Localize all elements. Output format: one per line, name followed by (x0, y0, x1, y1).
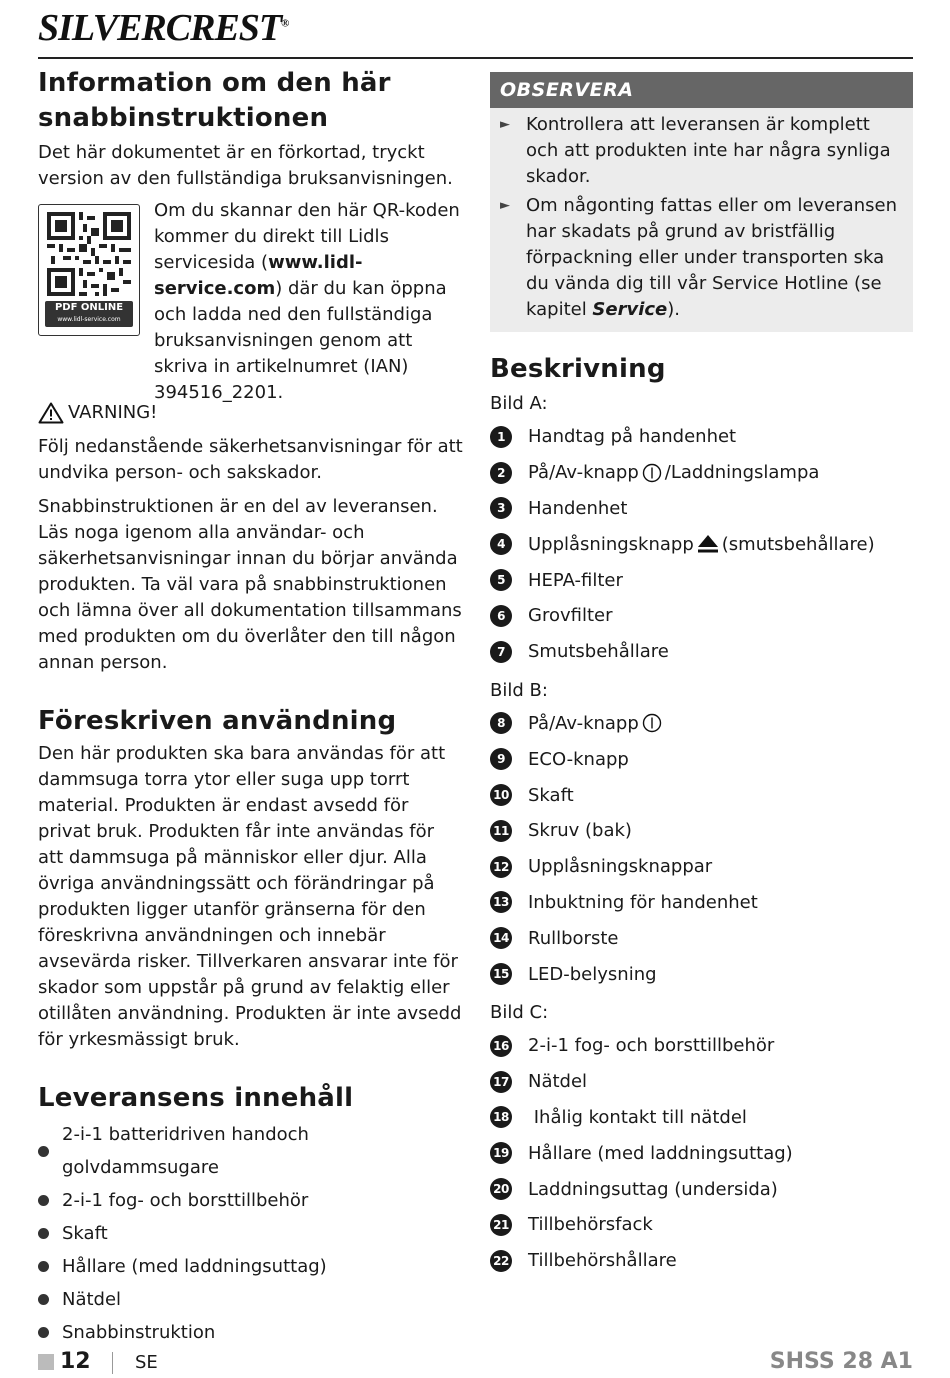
list-item: 2-i-1 fog- och borsttillbehör (38, 1184, 463, 1217)
left-column (38, 66, 463, 1349)
bullet-icon (38, 1261, 49, 1272)
list-item: 2 På/Av-knapp /Laddningslampa (490, 455, 913, 491)
delivery-title: Leveransens innehåll (38, 1083, 354, 1113)
service-chapter-link[interactable]: Service (592, 299, 668, 320)
parts-list-a (490, 419, 913, 670)
warning-label: VARNING! (68, 402, 158, 423)
list-item: 13 Inbuktning för handenhet (490, 885, 913, 921)
number-badge: 13 (490, 891, 512, 913)
list-item: 22 Tillbehörshållare (490, 1243, 913, 1279)
qr-description: Om du skannar den här QR-koden kommer du direkt till Lidls servicesida (www.lidl-service.com) där du kan öppna och ladda ned den fullständiga bruksanvisningen genom att skriva in artikelnumret (IAN) 394516_2201. (154, 200, 460, 403)
qr-code-icon (47, 212, 131, 296)
number-badge: 10 (490, 784, 512, 806)
number-badge: 18 (490, 1106, 512, 1128)
list-item: 18 Ihålig kontakt till nätdel (490, 1100, 913, 1136)
note-item: ► Om någonting fattas eller om leveransen har skadats på grund av bristfällig förpackning eller under transporten ska du vända dig till vår Service Hotline (se kapitel Service). (500, 193, 903, 323)
info-title: Information om den här snabbinstruktionen (38, 68, 391, 133)
warning-text: Följ nedanstående säkerhetsanvisningar för att undvika person- och sakskador. (38, 436, 463, 483)
list-item: 11 Skruv (bak) (490, 813, 913, 849)
list-item: 3 Handenhet (490, 491, 913, 527)
note-box (490, 72, 913, 332)
list-item: 14 Rullborste (490, 920, 913, 956)
bullet-icon (38, 1195, 49, 1206)
list-item: Skaft (38, 1217, 463, 1250)
number-badge: 5 (490, 569, 512, 591)
bullet-icon (38, 1228, 49, 1239)
number-badge: 15 (490, 963, 512, 985)
parts-list-b (490, 706, 913, 992)
list-item: Snabbinstruktion (38, 1316, 463, 1349)
number-badge: 6 (490, 605, 512, 627)
list-item: 1 Handtag på handenhet (490, 419, 913, 455)
number-badge: 4 (490, 533, 512, 555)
list-item: 5 HEPA-filter (490, 562, 913, 598)
list-item: 2-i-1 batteridriven handoch golvdammsugare (38, 1118, 463, 1184)
number-badge: 8 (490, 712, 512, 734)
language-code: SE (135, 1352, 158, 1373)
qr-section (38, 200, 463, 403)
usage-text: Den här produkten ska bara användas för att dammsuga torra ytor eller suga upp torrt material. Produkten är endast avsedd för privat bruk. Produkten får inte användas för att dammsuga på människor eller djur. Alla övriga användningssätt och förändringar på produkten ligger utanför gränserna för den föreskrivna användningen och innebär avsevärda risker. Tillverkaren ansvarar inte för skador som uppstår på grund av felaktig eller otillåten användning. Produkten är inte avsedd för yrkesmässigt bruk. (38, 743, 462, 1050)
note-item: ► Kontrollera att leveransen är komplett och att produkten inte har några synliga skador. (500, 112, 903, 190)
number-badge: 11 (490, 820, 512, 842)
list-item: 4 Upplåsningsknapp (smutsbehållare) (490, 526, 913, 562)
description-title: Beskrivning (490, 354, 666, 384)
arrow-right-icon: ► (500, 198, 510, 213)
power-icon (642, 713, 662, 733)
number-badge: 3 (490, 497, 512, 519)
footer-divider (112, 1352, 113, 1374)
list-item: 19 Hållare (med laddningsuttag) (490, 1135, 913, 1171)
page-number: 12 (60, 1349, 91, 1374)
list-item: 21 Tillbehörsfack (490, 1207, 913, 1243)
number-badge: 20 (490, 1178, 512, 1200)
list-item: 6 Grovfilter (490, 598, 913, 634)
number-badge: 7 (490, 641, 512, 663)
number-badge: 21 (490, 1214, 512, 1236)
list-item: 17 Nätdel (490, 1064, 913, 1100)
info-intro: Det här dokumentet är en förkortad, tryckt version av den fullständiga bruksanvisningen. (38, 142, 453, 189)
list-item: 16 2-i-1 fog- och borsttillbehör (490, 1028, 913, 1064)
number-badge: 17 (490, 1071, 512, 1093)
model-number: SHSS 28 A1 (769, 1349, 913, 1374)
note-label: OBSERVERA (490, 72, 913, 108)
list-item: Hållare (med laddningsuttag) (38, 1250, 463, 1283)
number-badge: 1 (490, 426, 512, 448)
figure-b-label: Bild B: (490, 679, 548, 701)
list-item: 20 Laddningsuttag (undersida) (490, 1171, 913, 1207)
bullet-icon (38, 1146, 49, 1157)
bullet-icon (38, 1294, 49, 1305)
eject-icon (697, 534, 719, 554)
usage-title: Föreskriven användning (38, 706, 397, 736)
list-item: 9 ECO-knapp (490, 741, 913, 777)
number-badge: 9 (490, 748, 512, 770)
pdf-online-badge: PDF ONLINE www.lidl-service.com (45, 301, 133, 327)
brand-logo: SILVERCREST® (38, 7, 289, 49)
list-item: 10 Skaft (490, 777, 913, 813)
list-item: 15 LED-belysning (490, 956, 913, 992)
qr-code-box[interactable] (38, 204, 140, 336)
parts-list-c (490, 1028, 913, 1279)
list-item: 8 På/Av-knapp (490, 706, 913, 742)
number-badge: 14 (490, 927, 512, 949)
figure-c-label: Bild C: (490, 1001, 549, 1023)
number-badge: 2 (490, 462, 512, 484)
power-icon (642, 463, 662, 483)
figure-a-label: Bild A: (490, 393, 548, 414)
number-badge: 22 (490, 1250, 512, 1272)
number-badge: 12 (490, 856, 512, 878)
header-rule (38, 57, 913, 59)
lidl-service-link[interactable]: www.lidl-service.com (154, 252, 363, 299)
right-column (490, 72, 913, 1279)
list-item: 12 Upplåsningsknappar (490, 849, 913, 885)
list-item: Nätdel (38, 1283, 463, 1316)
footer-square-icon (38, 1354, 54, 1370)
number-badge: 19 (490, 1142, 512, 1164)
list-item: 7 Smutsbehållare (490, 634, 913, 670)
arrow-right-icon: ► (500, 117, 510, 132)
delivery-list (38, 1118, 463, 1349)
info-paragraph: Snabbinstruktionen är en del av leveransen. Läs noga igenom alla användar- och säkerhetsanvisningar innan du börjar använda produkten. Ta väl vara på snabbinstruktionen och lämna över all dokumentation tillsammans med produkten om du överlåter den till någon annan person. (38, 496, 462, 673)
warning-triangle-icon (38, 402, 64, 424)
bullet-icon (38, 1327, 49, 1338)
number-badge: 16 (490, 1035, 512, 1057)
